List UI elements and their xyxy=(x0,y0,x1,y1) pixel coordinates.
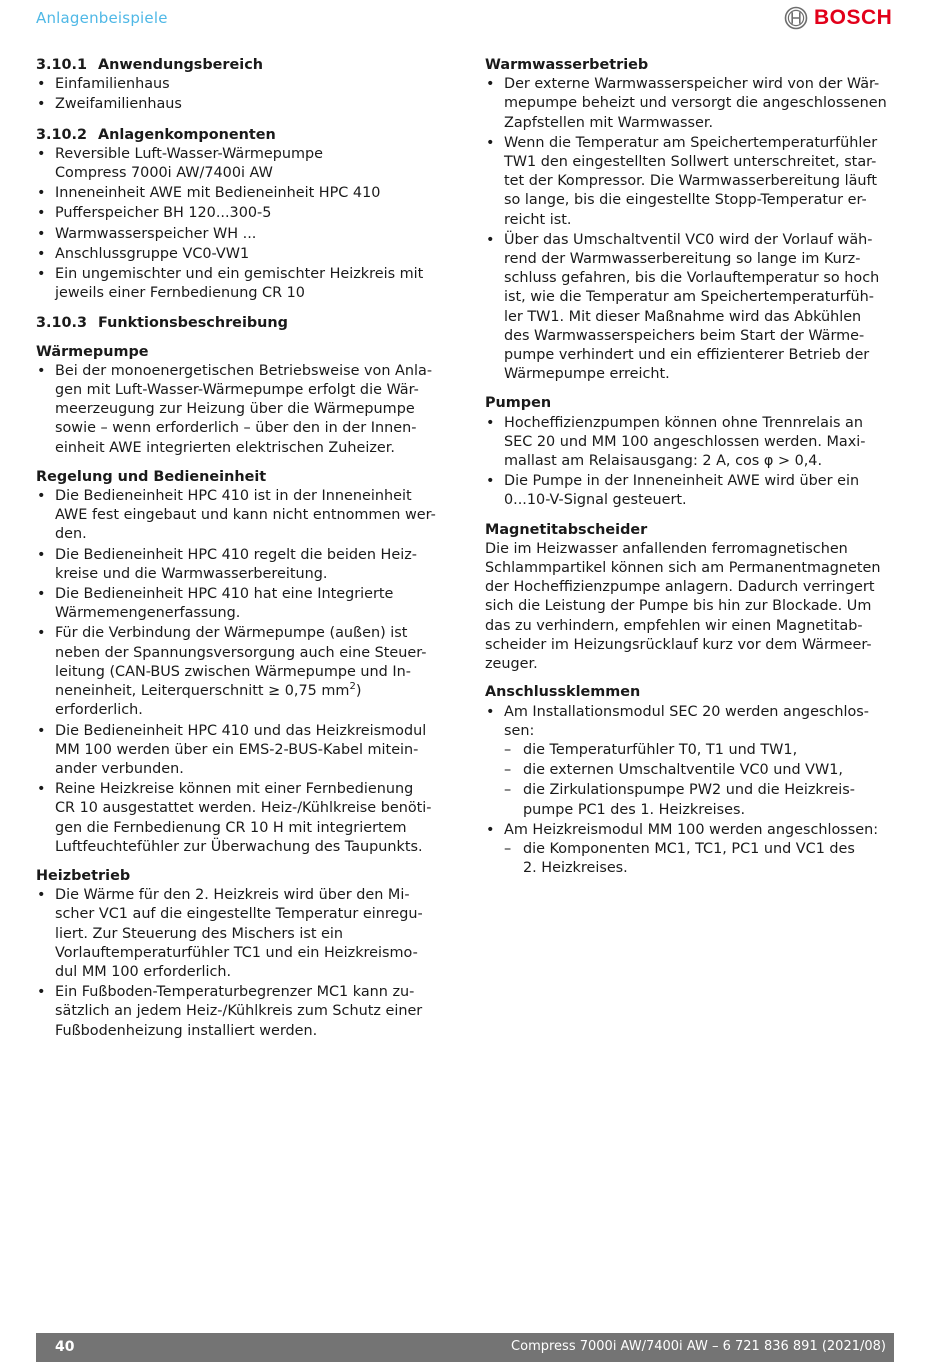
subheading-waermepumpe: Wärmepumpe xyxy=(36,343,149,360)
list-item: • Hocheffizienzpumpen können ohne Trennrelais an SEC 20 und MM 100 angeschlossen werden. Maxi- mallast am Relaisausgang: 2 A, cos φ > 0,4. xyxy=(485,414,897,472)
pumpen-list xyxy=(485,414,897,511)
list-item: • Reversible Luft-Wasser-Wärmepumpe Compress 7000i AW/7400i AW xyxy=(36,145,448,183)
list-item: • Anschlussgruppe VC0-VW1 xyxy=(36,245,448,264)
anlagenkomponenten-list xyxy=(36,145,448,304)
subheading-anschlussklemmen: Anschlussklemmen xyxy=(485,684,641,701)
list-item: • Pufferspeicher BH 120...300-5 xyxy=(36,204,448,223)
section-heading-funktionsbeschreibung: 3.10.3 Funktionsbeschreibung xyxy=(36,315,288,332)
left-column xyxy=(36,56,448,1042)
sec20-sublist xyxy=(504,741,897,820)
list-item: • Die Pumpe in der Inneneinheit AWE wird über ein 0...10-V-Signal gesteuert. xyxy=(485,472,897,510)
subheading-heizbetrieb: Heizbetrieb xyxy=(36,867,131,884)
subheading-pumpen: Pumpen xyxy=(485,395,552,412)
sublist-item: – die Temperaturfühler T0, T1 und TW1, xyxy=(504,741,897,760)
list-item: • Der externe Warmwasserspeicher wird von der Wär- mepumpe beheizt und versorgt die angeschlossenen Zapfstellen mit Warmwasser. xyxy=(485,75,897,133)
anwendungsbereich-list xyxy=(36,75,448,114)
list-item: • Die Bedieneinheit HPC 410 ist in der Inneneinheit AWE fest eingebaut und kann nicht entnommen wer- den. xyxy=(36,487,448,545)
mm100-sublist xyxy=(504,840,897,878)
list-item: • Die Bedieneinheit HPC 410 und das Heizkreismodul MM 100 werden über ein EMS-2-BUS-Kabel mitein- ander verbunden. xyxy=(36,722,448,780)
list-item: • Ein Fußboden-Temperaturbegrenzer MC1 kann zu- sätzlich an jedem Heiz-/Kühlkreis zum Schutz einer Fußbodenheizung installiert werden. xyxy=(36,983,448,1041)
waermepumpe-list xyxy=(36,362,448,458)
list-item: • Für die Verbindung der Wärmepumpe (außen) ist neben der Spannungsversorgung auch eine Steuer- leitung (CAN-BUS zwischen Wärmepumpe und In- neneinheit, Leiterquerschnitt ≥ 0,75 $mm^2$) erforderlich. xyxy=(36,624,448,720)
list-item: • Bei der monoenergetischen Betriebsweise von Anla- gen mit Luft-Wasser-Wärmepumpe erfolgt die Wär- meerzeugung zur Heizung über die Wärmepumpe sowie – wenn erforderlich – über den in der Innen- einheit AWE integrierten elektrischen Zuheizer. xyxy=(36,362,448,458)
heizbetrieb-list xyxy=(36,886,448,1041)
section-heading-anwendungsbereich: 3.10.1 Anwendungsbereich xyxy=(36,57,263,73)
regelung-list xyxy=(36,487,448,857)
anschlussklemmen-list xyxy=(485,703,897,879)
subheading-warmwasserbetrieb: Warmwasserbetrieb xyxy=(485,57,649,73)
subheading-magnetitabscheider: Magnetitabscheider xyxy=(485,521,648,538)
list-item: • Die Bedieneinheit HPC 410 regelt die beiden Heiz- kreise und die Warmwasserbereitung. xyxy=(36,546,448,584)
bosch-wordmark: BOSCH xyxy=(814,6,893,29)
list-item: • Die Wärme für den 2. Heizkreis wird über den Mi- scher VC1 auf die eingestellte Temperatur einregu- liert. Zur Steuerung des Mischers ist ein Vorlauftemperaturfühler TC1 und ein Heizkreismo- dul MM 100 erforderlich. xyxy=(36,886,448,982)
footer-bar xyxy=(36,1333,894,1362)
sublist-item: – die externen Umschaltventile VC0 und VW1, xyxy=(504,761,897,780)
document-reference: Compress 7000i AW/7400i AW – 6 721 836 891 (2021/08) xyxy=(511,1339,886,1354)
right-column xyxy=(485,56,897,879)
list-item: • Inneneinheit AWE mit Bedieneinheit HPC 410 xyxy=(36,184,448,203)
list-item: • Warmwasserspeicher WH ... xyxy=(36,225,448,244)
list-item: • Einfamilienhaus xyxy=(36,75,448,94)
sublist-item: – die Komponenten MC1, TC1, PC1 und VC1 des 2. Heizkreises. xyxy=(504,840,897,878)
list-item: • Reine Heizkreise können mit einer Fernbedienung CR 10 ausgestattet werden. Heiz-/Kühlkreise benöti- gen die Fernbedienung CR 10 H mit integriertem Luftfeuchtefühler zur Überwachung des Taupunkts. xyxy=(36,780,448,857)
sublist-item: – die Zirkulationspumpe PW2 und die Heizkreis- pumpe PC1 des 1. Heizkreises. xyxy=(504,781,897,819)
subheading-regelung: Regelung und Bedieneinheit xyxy=(36,468,267,485)
section-heading-anlagenkomponenten: 3.10.2 Anlagenkomponenten xyxy=(36,126,276,143)
list-item: • Am Heizkreismodul MM 100 werden angeschlossen: – die Komponenten MC1, TC1, PC1 und VC1 des 2. Heizkreises. xyxy=(485,821,897,879)
header-section-title: Anlagenbeispiele xyxy=(36,9,168,27)
page-number: 40 xyxy=(55,1339,75,1355)
list-item: • Zweifamilienhaus xyxy=(36,95,448,114)
bosch-logo xyxy=(784,6,892,30)
magnetitabscheider-text: Die im Heizwasser anfallenden ferromagnetischen Schlammpartikel können sich am Permanentmagneten der Hocheffizienzpumpe anlagern. Dadurch verringert sich die Leistung der Pumpe bis hin zur Blockade. Um das zu verhindern, empfehlen wir einen Magnetitab- scheider im Heizungsrücklauf kurz vor dem Wärmeer- zeuger. xyxy=(485,540,881,673)
list-item: • Über das Umschaltventil VC0 wird der Vorlauf wäh- rend der Warmwasserbereitung so lange im Kurz- schluss gefahren, bis die Vorlauftemperatur so hoch ist, wie die Temperatur am Speichertemperaturfüh- ler TW1. Mit dieser Maßnahme wird das Abkühlen des Warmwasserspeichers beim Start der Wärme- pumpe verhindert und ein effizienterer Betrieb der Wärmepumpe erreicht. xyxy=(485,231,897,385)
list-item: • Die Bedieneinheit HPC 410 hat eine Integrierte Wärmemengenerfassung. xyxy=(36,585,448,623)
list-item: • Am Installationsmodul SEC 20 werden angeschlos- sen: – die Temperaturfühler T0, T1 und TW1, – die externen Umschaltventile VC0 und VW1, – die Zirkulationspumpe PW2 und die Heizkreis- pumpe PC1 des 1. Heizkreises. xyxy=(485,703,897,820)
list-item: • Wenn die Temperatur am Speichertemperaturfühler TW1 den eingestellten Sollwert unterschreitet, star- tet der Kompressor. Die Warmwasserbereitung läuft so lange, bis die eingestellte Stopp-Temperatur er- reicht ist. xyxy=(485,134,897,230)
list-item: • Ein ungemischter und ein gemischter Heizkreis mit jeweils einer Fernbedienung CR 10 xyxy=(36,265,448,303)
warmwasser-list xyxy=(485,75,897,384)
bosch-armature-icon xyxy=(784,6,808,30)
